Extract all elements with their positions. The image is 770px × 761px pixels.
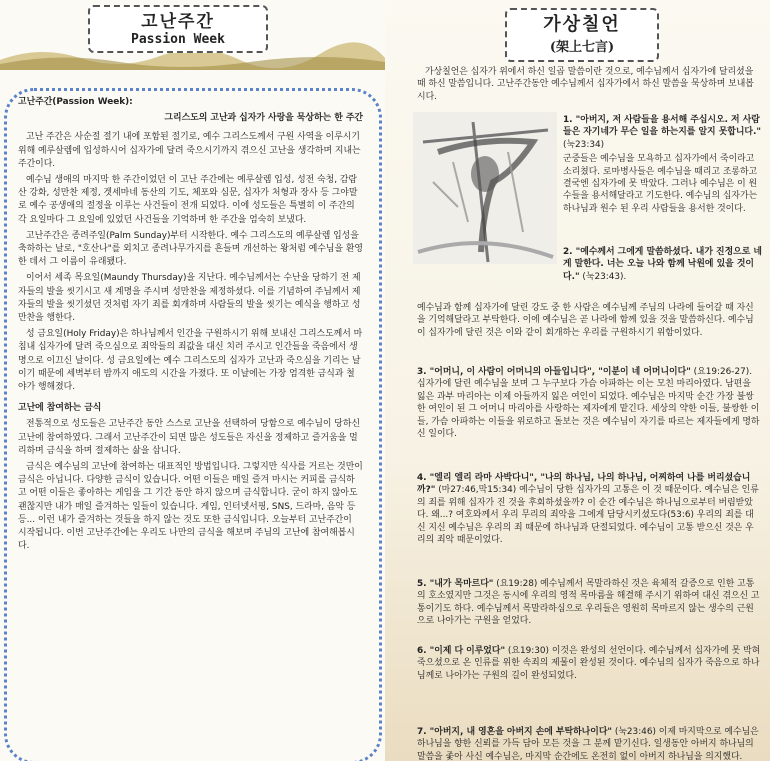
saying-4-quote: 4. "엘리 엘리 라마 사박다니", "나의 하나님, 나의 하나님, 어찌하여 나를 버리셨습니까?" bbox=[417, 473, 751, 496]
right-title: 가상칠언 bbox=[543, 14, 621, 35]
saying-6-quote: 6. "이제 다 이루었다" bbox=[417, 646, 506, 656]
paragraph-holy-friday: 성 금요일(Holy Friday)은 하나님께서 인간을 구원하시기 위해 보내신 그리스도께서 마침내 십자가에 달려 죽으심으로 죄악들의 죄값을 대신 치러 주시고 인간들을 죽음에서 생명으로 이끄신 날이다. 성 금요일에는 예수 그리스도의 십자가 고난과 죽으심을 기리는 날이기 때문에 세벽부터 밤까지 애도의 시간을 가졌다. 또 이날에는 가장 엄격한 금식과 철야가 행해졌다. bbox=[18, 329, 363, 393]
saying-7-quote: 7. "아버지, 내 영혼을 아버지 손에 부탁하나이다" bbox=[417, 727, 613, 737]
saying-3-quote: 3. "어머니, 이 사람이 어머니의 아들입니다", "이분이 네 어머니이다" bbox=[417, 367, 691, 377]
fasting-heading: 고난에 참여하는 금식 bbox=[18, 403, 102, 414]
saying-7-ref: (눅23:46) bbox=[614, 727, 656, 737]
saying-5-ref: (요19:28) bbox=[496, 579, 538, 589]
saying-6-body: 이것은 완성의 선언이다. 예수님께서 십자가에 못 박혀 죽으셨으로 온 인류를 위한 속죄의 제물이 완성된 것이다. 예수님의 십자가 죽음으로 하나님께로 나아가는 구원의 길이 완성되었다. bbox=[417, 646, 761, 681]
crucifixion-sketch-image bbox=[413, 112, 557, 264]
saying-6-ref: (요19:30) bbox=[507, 646, 549, 656]
paragraph-maundy-thursday: 이어서 세족 목요일(Maundy Thursday)을 지난다. 예수님께서는 수난을 당하기 전 제자들의 발을 씻기시고 새 계명을 주시며 성만찬을 제정하셨다. 이를 기념하여 주님께서 제자들의 발을 씻기셨던 것처럼 자기 죄를 회개하며 사람들의 발을 씻기는 예식을 행하고 성만찬을 행한다. bbox=[18, 273, 361, 324]
paragraph-intro: 고난 주간은 사순절 절기 내에 포함된 절기로, 예수 그리스도께서 구원 사역을 이루시기 위해 예루살렘에 입성하시어 십자가에 달려 죽으시기까지 겪으신 고난을 생각하며 지내는 주간이다. bbox=[18, 132, 361, 169]
saying-7 bbox=[417, 726, 762, 761]
saying-1-ref: (눅23:34) bbox=[563, 139, 605, 150]
right-page bbox=[385, 0, 770, 761]
saying-2-ref: (눅23:43). bbox=[582, 271, 627, 282]
article-heading: 고난주간(Passion Week): bbox=[18, 97, 133, 107]
saying-4-ref: (마27:46,막15:34) bbox=[438, 485, 517, 496]
article-subheading: 그리스도의 고난과 십자가 사랑을 묵상하는 한 주간 bbox=[164, 113, 363, 124]
saying-4-body: 예수님이 당한 십자가의 고통은 이 것 때문이다. 예수님은 인류의 죄를 위해 십자가 진 것을 후회하셨을까? 이 순간 예수님은 하나님으로부터 버림받았다. 왜...? 여호와께서 우리 무리의 죄악을 그에게 담당시키셨도다(53:6) 우리의 죄를 대신 지신 예수님은 우리의 죄 때문에 하나님과 단절되었다. 예수님이 고통 받으신 것은 우리의 죄악 때문이었다. bbox=[417, 485, 759, 546]
saying-5-body: 예수님께서 목말라하신 것은 육체적 갈증으로 인한 고통의 호소였지만 그것은 동시에 우리의 영적 목마름을 해결해 주시기 위하여 대신 겪으신 고통이기도 하다. 예수님께서 목말라하심으로 우리들은 영원히 목마르지 않는 생수의 근원으로 나아가는 구원을 얻었다. bbox=[417, 579, 760, 627]
saying-2-quote: 2. "예수께서 그에게 말씀하셨다. 내가 진정으로 네게 말한다. 너는 오늘 나와 함께 낙원에 있을 것이다." bbox=[563, 247, 762, 282]
saying-1-body: 군중들은 예수님을 모욕하고 십자가에서 죽이라고 소리쳤다. 로마병사들은 예수님을 때리고 조롱하고 결국엔 십자가에 못 박았다. 그러나 예수님은 이 원수들을 용서해달라고 기도한다. 예수님의 십자가는 하나님과 원수 된 우리 사람들을 용서한 것이다. bbox=[563, 154, 758, 214]
saying-3 bbox=[417, 366, 762, 442]
saying-1 bbox=[563, 114, 763, 217]
paragraph-fasting-2: 금식은 예수님의 고난에 참여하는 대표적인 방법입니다. 그렇지만 식사를 거르는 것만이 금식은 아닙니다. 다양한 금식이 있습니다. 어떤 이들은 매일 즐겨 마시는 커피를 금식하고 어떤 이들은 좋아하는 게임을 그 기간 동안 하지 않으며 금식합니다. 굳이 하지 않아도 괜찮지만 내가 매일 즐겨하는 일들이 있습니다. 게임, 인터넷서핑, SNS, 드라마, 음악 등등... 이런 내가 즐겨하는 것들을 하지 않는 것도 또한 금식입니다. 오늘부터 고난주간이 시작됩니다. 이번 고난주간에는 우리도 나만의 금식을 해보며 주님의 고난에 참여해봅시다. bbox=[18, 462, 363, 552]
saying-3-ref: (요19:26-27). bbox=[693, 367, 753, 377]
left-article bbox=[18, 96, 363, 557]
right-subtitle: (架上七言) bbox=[549, 40, 615, 55]
saying-5 bbox=[417, 578, 762, 630]
saying-3-body: 십자가에 달린 예수님을 보며 그 누구보다 가슴 아파하는 이는 모친 마리아였다. 남편을 잃은 과부 마리아는 이제 아들까지 잃은 여인이 되었다. 예수님은 마지막 순간 가장 불쌍한 여인이 된 그 어머니 마리아를 사랑하는 제자에게 맡긴다. 세상의 약한 이들, 불쌍한 이들, 가슴 아파하는 이들을 위로하고 돌보는 것은 예수님이 자기를 따르는 제자들에게 명하신 일이다. bbox=[417, 379, 760, 440]
left-title: 고난주간 bbox=[141, 12, 215, 32]
saying-6 bbox=[417, 645, 762, 684]
paragraph-palm-sunday: 고난주간은 종려주일(Palm Sunday)부터 시작한다. 예수 그리스도의 예루살렘 입성을 축하하는 날로, "호산나"를 외치고 종려나무가지를 흔들며 개선하는 왕처럼 예수님을 환영한 데서 그 이름이 유래됐다. bbox=[18, 230, 364, 268]
saying-5-quote: 5. "내가 목마르다" bbox=[417, 579, 494, 589]
left-title-box bbox=[88, 5, 268, 53]
saying-4 bbox=[417, 472, 762, 548]
right-title-box bbox=[505, 8, 659, 62]
saying-2-body: 예수님과 함께 십자가에 달린 강도 중 한 사람은 예수님께 주님의 나라에 들어갈 때 자신을 기억해달라고 부탁한다. 이에 예수님은 곧 나라에 함께 있을 것을 말씀하신다. 예수님이 십자가에 달린 것은 이와 같이 회개하는 우리를 구원하시기 위함이었다. bbox=[417, 303, 754, 338]
paragraph-events: 예수님 생애의 마지막 한 주간이었던 이 고난 주간에는 예루살렘 입성, 성전 숙청, 감람산 강화, 성만찬 제정, 겟세마네 동산의 기도, 체포와 심문, 십자가 처형과 장사 등 그야말로 예수 공생애의 절정을 이루는 사건들이 전개 되었다. 이에 성도들은 특별히 이 주간의 각 요일마다 그 요일에 있었던 사건들을 기억하며 한 주간을 엄숙히 보냈다. bbox=[18, 175, 358, 225]
saying-7-body: 이제 마지막으로 예수님은 하나님을 향한 신뢰를 가득 담아 모든 것을 그 분께 맡기신다. 일생동안 아버지 하나님의 말씀을 좇아 사신 예수님은, 마지막 순간에도 온전히 없이 아버지 하나님을 의지했다. bbox=[417, 727, 759, 761]
saying-1-quote: 1. "아버지, 저 사람들을 용서해 주십시오. 저 사람들은 자기네가 무슨 일을 하는지를 알지 못합니다." bbox=[563, 115, 761, 138]
left-subtitle: Passion Week bbox=[131, 32, 225, 47]
paragraph-fasting-1: 전통적으로 성도들은 고난주간 동안 스스로 고난을 선택하여 당함으로 예수님이 당하신 고난에 참여하였다. 그래서 고난주간이 되면 많은 성도들은 자신을 정제하고 즐거움을 멀리하며 금식을 하며 절제하는 삶을 삽니다. bbox=[18, 419, 361, 456]
saying-2-body-block bbox=[417, 302, 762, 341]
seven-sayings-intro: 가상칠언은 십자가 위에서 하신 일곱 말씀이란 것으로, 예수님께서 십자가에 달리셨을 때 하신 말씀입니다. 고난주간동안 예수님께서 십자가에서 하신 말씀을 묵상하며 보내봅시다. bbox=[417, 67, 754, 102]
saying-2 bbox=[563, 246, 763, 285]
